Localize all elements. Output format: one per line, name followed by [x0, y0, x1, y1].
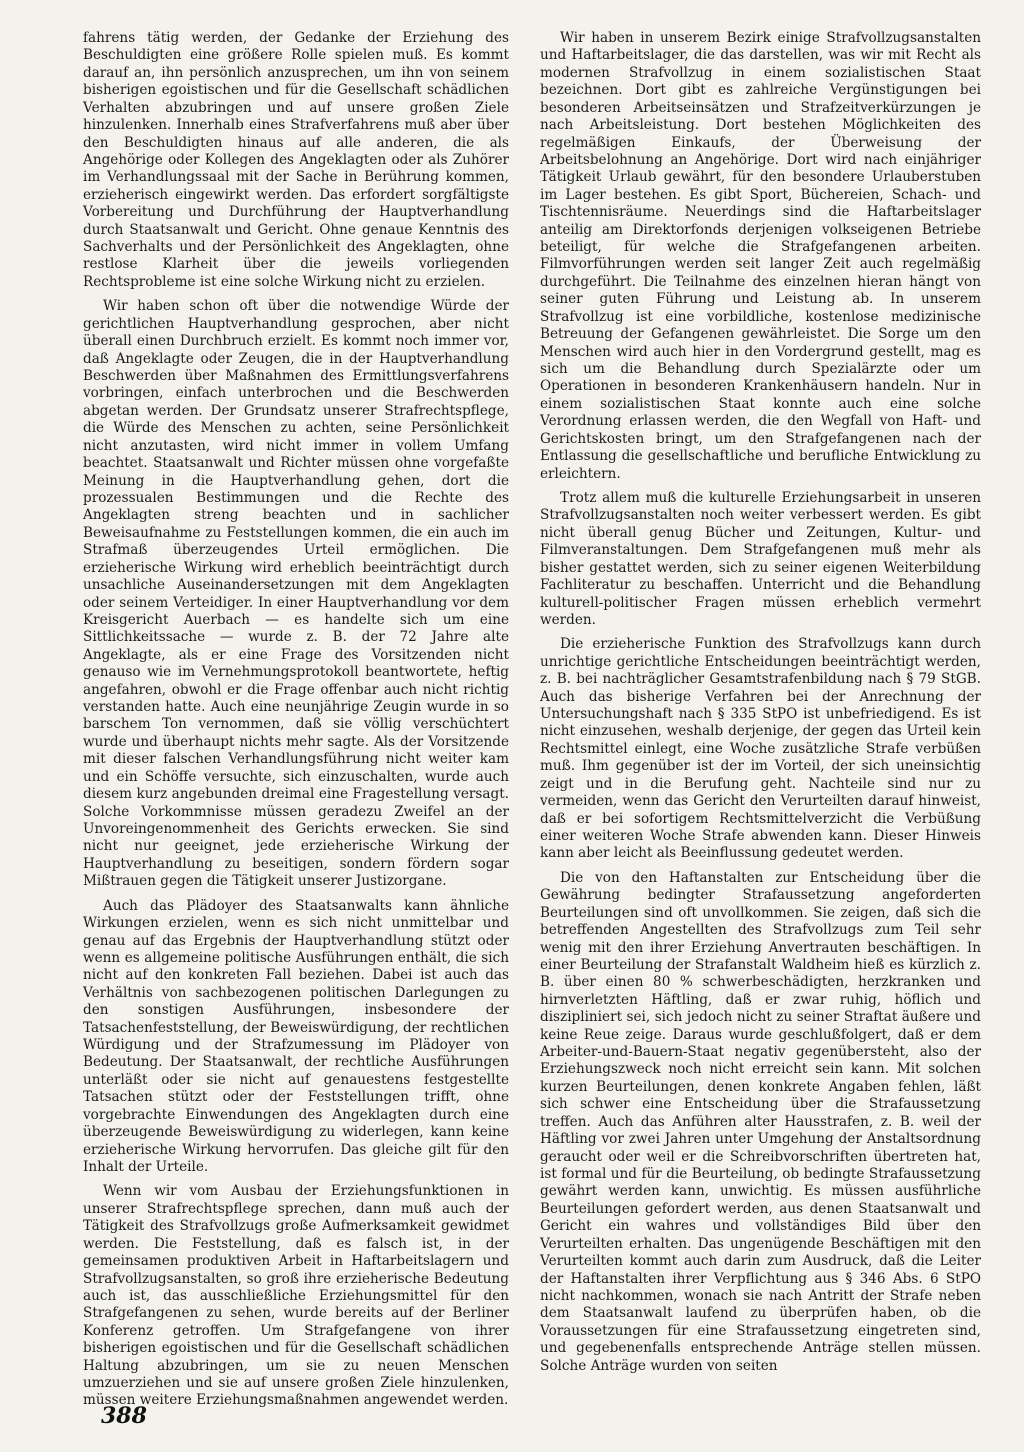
paragraph: Trotz allem muß die kulturelle Erziehungsarbeit in unseren Strafvollzugsanstalten noch weiter verbessert werden. Es gibt nicht überall genug Bücher und Zeitungen, Kultur- und Filmveranstaltungen. Dem Strafgefangenen muß mehr als bisher gestattet werden, sich zu seiner eigenen Weiterbildung Fachliteratur zu beschaffen. Unterricht und die Behandlung kulturell-politischer Fragen müssen erheblich vermehrt werden.: [540, 489, 981, 628]
paragraph: Wir haben in unserem Bezirk einige Strafvollzugsanstalten und Haftarbeitslager, die das darstellen, was wir mit Recht als modernen Strafvollzug in einem sozialistischen Staat bezeichnen. Dort gibt es zahlreiche Vergünstigungen bei besonderen Arbeitseinsätzen und Strafzeitverkürzungen je nach Arbeitsleistung. Dort bestehen Möglichkeiten des regelmäßigen Einkaufs, der Überweisung der Arbeitsbelohnung an Angehörige. Dort wird nach einjähriger Tätigkeit Urlaub gewährt, für den besondere Urlauberstuben im Lager bestehen. Es gibt Sport, Büchereien, Schach- und Tischtennisräume. Neuerdings sind die Haftarbeitslager anteilig am Direktorfonds derjenigen volkseigenen Betriebe beteiligt, für welche die Strafgefangenen arbeiten. Filmvorführungen werden seit langer Zeit auch regelmäßig durchgeführt. Die Teilnahme des einzelnen hieran hängt von seiner guten Führung und Leistung ab. In unserem Strafvollzug ist eine vorbildliche, kostenlose medizinische Betreuung der Gefangenen gewährleistet. Die Sorge um den Menschen wird auch hier in den Vordergrund gestellt, mag es sich um die Behandlung durch Spezialärzte oder um Operationen in besonderen Krankenhäusern handeln. Nur in einem sozialistischen Staat konnte auch eine solche Verordnung erlassen werden, die den Wegfall von Haft- und Gerichtskosten bringt, um den Strafgefangenen nach der Entlassung die gesellschaftliche und berufliche Entwicklung zu erleichtern.: [540, 30, 981, 482]
paragraph: Die erzieherische Funktion des Strafvollzugs kann durch unrichtige gerichtliche Entscheidungen beeinträchtigt werden, z. B. bei nachträglicher Gesamtstrafenbildung nach § 79 StGB. Auch das bisherige Verfahren bei der Anrechnung der Untersuchungshaft nach § 335 StPO ist unbefriedigend. Es ist nicht einzusehen, weshalb derjenige, der gegen das Urteil kein Rechtsmittel einlegt, eine Woche zusätzliche Strafe verbüßen muß. Ihm gegenüber ist der im Vorteil, der sich uneinsichtig zeigt und in die Berufung geht. Nachteile sind nur zu vermeiden, wenn das Gericht den Verurteilten darauf hinweist, daß er bei sofortigem Rechtsmittelverzicht die Verbüßung einer weiteren Woche Strafe abwenden kann. Dieser Hinweis kann aber leicht als Beeinflussung gedeutet werden.: [540, 636, 981, 862]
right-text-column: [540, 30, 981, 1375]
paragraph: Wir haben schon oft über die notwendige Würde der gerichtlichen Hauptverhandlung gesprochen, aber nicht überall einen Durchbruch erzielt. Es kommt noch immer vor, daß Angeklagte oder Zeugen, die in der Hauptverhandlung Beschwerden über Maßnahmen des Ermittlungsverfahrens vorbringen, einfach unterbrochen und die Beschwerden abgetan werden. Der Grundsatz unserer Strafrechtspflege, die Würde des Menschen zu achten, seine Persönlichkeit nicht anzutasten, wird nicht immer in vollem Umfang beachtet. Staatsanwalt und Richter müssen ohne vorgefaßte Meinung in die Hauptverhandlung gehen, dort die prozessualen Bestimmungen und die Rechte des Angeklagten streng beachten und in sachlicher Beweisaufnahme zu Feststellungen kommen, die ein auch im Strafmaß überzeugendes Urteil ermöglichen. Die erzieherische Wirkung wird erheblich beeinträchtigt durch unsachliche Auseinandersetzungen mit dem Angeklagten oder seinem Verteidiger. In einer Hauptverhandlung vor dem Kreisgericht Auerbach — es handelte sich um eine Sittlichkeitssache — wurde z. B. der 72 Jahre alte Angeklagte, als er eine Frage des Vorsitzenden nicht genauso wie im Vernehmungsprotokoll beantwortete, heftig angefahren, obwohl er die Frage offenbar auch nicht richtig verstanden hatte. Auch eine neunjährige Zeugin wurde in so barschem Ton vernommen, daß sie völlig verschüchtert wurde und überhaupt nichts mehr sagte. Als der Vorsitzende mit dieser falschen Verhandlungsführung nicht weiter kam und ein Schöffe versuchte, sich einzuschalten, wurde auch diesem kurz angebunden dreimal eine Fragestellung versagt. Solche Vorkommnisse müssen geradezu Zweifel an der Unvoreingenommenheit des Gerichts erwecken. Sie sind nicht nur geeignet, jede erzieherische Wirkung der Hauptverhandlung zu beseitigen, sondern fördern sogar Mißtrauen gegen die Tätigkeit unserer Justizorgane.: [83, 298, 509, 890]
paragraph: fahrens tätig werden, der Gedanke der Erziehung des Beschuldigten eine größere Rolle spielen muß. Es kommt darauf an, ihn persönlich anzusprechen, um ihn von seinem bisherigen egoistischen und für die Gesellschaft schädlichen Verhalten abzubringen und auf unsere großen Ziele hinzulenken. Innerhalb eines Strafverfahrens muß aber über den Beschuldigten hinaus auf alle anderen, die als Angehörige oder Kollegen des Angeklagten oder als Zuhörer im Verhandlungssaal mit der Sache in Berührung kommen, erzieherisch eingewirkt werden. Das erfordert sorgfältigste Vorbereitung und Durchführung der Hauptverhandlung durch Staatsanwalt und Gericht. Ohne genaue Kenntnis des Sachverhalts und der Persönlichkeit des Angeklagten, ohne restlose Klarheit über die jeweils vorliegenden Rechtsprobleme ist eine solche Wirkung nicht zu erzielen.: [83, 30, 509, 290]
paragraph: Die von den Haftanstalten zur Entscheidung über die Gewährung bedingter Strafaussetzung angeforderten Beurteilungen sind oft unvollkommen. Sie zeigen, daß sich die betreffenden Angestellten des Strafvollzugs zum Teil sehr wenig mit den ihrer Erziehung Anvertrauten beschäftigen. In einer Beurteilung der Strafanstalt Waldheim hieß es kürzlich z. B. über einen 80 % schwerbeschädigten, herzkranken und hirnverletzten Häftling, daß er zwar ruhig, höflich und diszipliniert sei, sich jedoch nicht zu seiner Straftat äußere und keine Reue zeige. Daraus wurde geschlußfolgert, daß er dem Arbeiter-und-Bauern-Staat negativ gegenübersteht, also der Erziehungszweck noch nicht erreicht sein kann. Mit solchen kurzen Beurteilungen, denen konkrete Angaben fehlen, läßt sich schwer eine Entscheidung über die Strafaussetzung treffen. Auch das Anführen alter Hausstrafen, z. B. weil der Häftling vor zwei Jahren unter Umgehung der Anstaltsordnung geraucht oder weil er die Schreibvorschriften übertreten hat, ist formal und für die Beurteilung, ob bedingte Strafaussetzung gewährt werden kann, unwichtig. Es müssen ausführliche Beurteilungen gefordert werden, aus denen Staatsanwalt und Gericht ein wahres und vollständiges Bild über den Verurteilten erhalten. Das ungenügende Beschäftigen mit den Verurteilten kommt auch darin zum Ausdruck, daß die Leiter der Haftanstalten ihrer Verpflichtung aus § 346 Abs. 6 StPO nicht nachkommen, wonach sie nach Antritt der Strafe neben dem Staatsanwalt laufend zu überprüfen haben, ob die Voraussetzungen für eine Strafaussetzung eingetreten sind, und gegebenenfalls entsprechende Anträge stellen müssen. Solche Anträge wurden von seiten: [540, 869, 981, 1374]
paragraph: Wenn wir vom Ausbau der Erziehungsfunktionen in unserer Strafrechtspflege sprechen, dann muß auch der Tätigkeit des Strafvollzugs große Aufmerksamkeit gewidmet werden. Die Feststellung, daß es falsch ist, in der gemeinsamen produktiven Arbeit in Haftarbeitslagern und Strafvollzugsanstalten, so groß ihre erzieherische Bedeutung auch ist, das ausschließliche Erziehungsmittel für den Strafgefangenen zu sehen, wurde bereits auf der Berliner Konferenz getroffen. Um Strafgefangene von ihrer bisherigen egoistischen und für die Gesellschaft schädlichen Haltung abzubringen, um sie zu neuen Menschen umzuerziehen und sie auf unsere großen Ziele hinzulenken, müssen weitere Erziehungsmaßnahmen angewendet werden.: [83, 1183, 509, 1409]
page-number: 388: [101, 1403, 147, 1429]
paragraph: Auch das Plädoyer des Staatsanwalts kann ähnliche Wirkungen erzielen, wenn es sich nicht unmittelbar und genau auf das Ergebnis der Hauptverhandlung stützt oder wenn es allgemeine politische Ausführungen enthält, die sich nicht auf den konkreten Fall beziehen. Dabei ist auch das Verhältnis von sachbezogenen politischen Darlegungen zu den sonstigen Ausführungen, insbesondere der Tatsachenfeststellung, der Beweiswürdigung, der rechtlichen Würdigung und der Strafzumessung im Plädoyer von Bedeutung. Der Staatsanwalt, der rechtliche Ausführungen unterläßt oder sie nicht auf genauestens festgestellte Tatsachen stützt oder der Feststellungen trifft, ohne vorgebrachte Einwendungen des Angeklagten durch eine überzeugende Beweiswürdigung zu widerlegen, kann keine erzieherische Wirkung hervorrufen. Das gleiche gilt für den Inhalt der Urteile.: [83, 897, 509, 1175]
left-text-column: [83, 30, 509, 1410]
